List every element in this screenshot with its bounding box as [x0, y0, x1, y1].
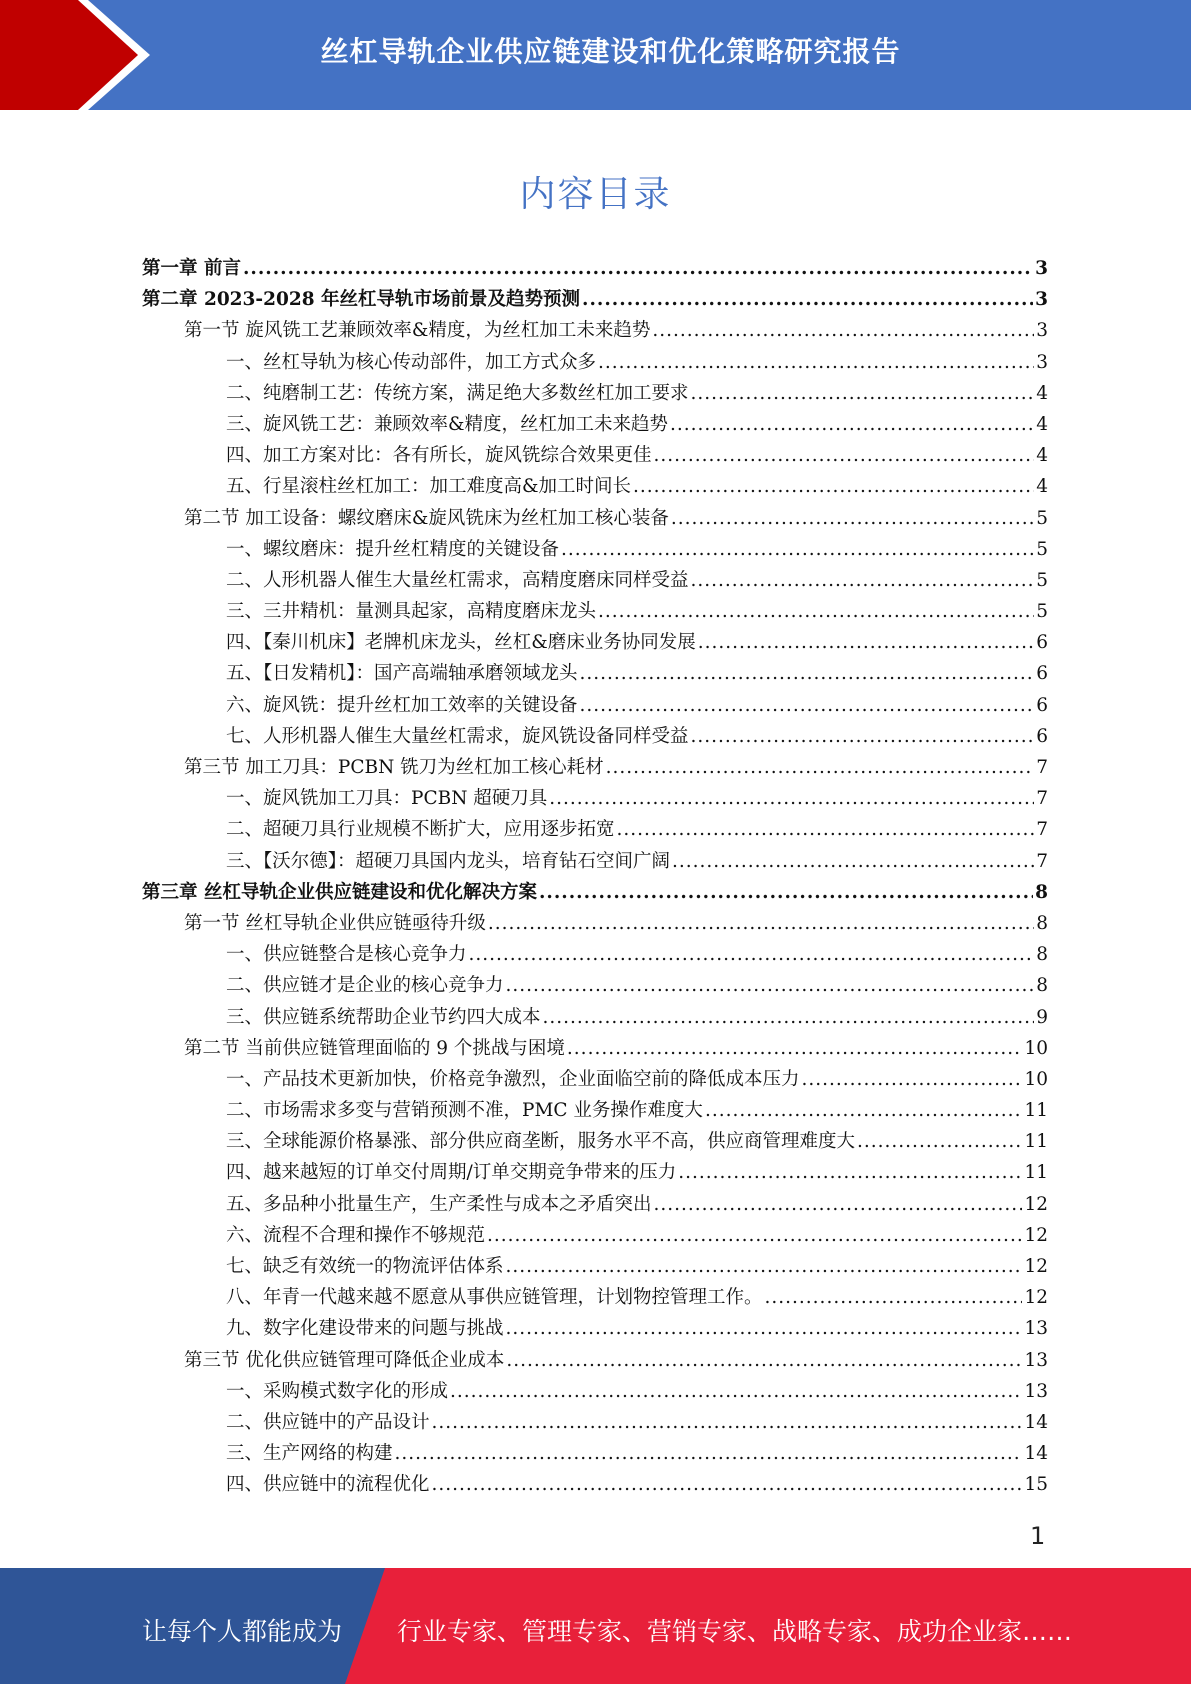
toc-entry-label: 四、供应链中的流程优化 — [226, 1474, 430, 1496]
toc-entry[interactable] — [142, 566, 1048, 597]
toc-entry[interactable] — [142, 597, 1048, 628]
toc-dot-leader — [633, 476, 1034, 497]
toc-entry-page: 8 — [1036, 975, 1048, 997]
toc-dot-leader — [617, 819, 1035, 840]
toc-entry-label: 第二节 加工设备：螺纹磨床&旋风铣床为丝杠加工核心装备 — [184, 507, 669, 529]
toc-entry-page: 12 — [1024, 1193, 1048, 1215]
toc-dot-leader — [561, 539, 1034, 560]
toc-dot-leader — [432, 1412, 1023, 1433]
toc-entry-label: 二、供应链才是企业的核心竞争力 — [226, 975, 504, 997]
toc-entry[interactable] — [142, 316, 1048, 347]
toc-entry[interactable] — [142, 285, 1048, 316]
toc-entry-page: 11 — [1024, 1100, 1048, 1122]
page-footer — [0, 1568, 1191, 1684]
toc-entry-page: 7 — [1036, 788, 1048, 810]
toc-entry-label: 五、行星滚柱丝杠加工：加工难度高&加工时间长 — [226, 476, 631, 498]
toc-entry-page: 9 — [1036, 1006, 1048, 1028]
toc-entry-page: 14 — [1024, 1411, 1048, 1433]
toc-entry-page: 13 — [1024, 1349, 1048, 1371]
toc-entry[interactable] — [142, 1158, 1048, 1189]
toc-dot-leader — [691, 726, 1035, 747]
toc-entry-label: 二、纯磨制工艺：传统方案，满足绝大多数丝杠加工要求 — [226, 382, 689, 404]
toc-dot-leader — [543, 1007, 1035, 1028]
toc-entry-label: 七、缺乏有效统一的物流评估体系 — [226, 1256, 504, 1277]
toc-entry-label: 二、市场需求多变与营销预测不准，PMC 业务操作难度大 — [226, 1100, 703, 1122]
toc-entry[interactable] — [142, 472, 1048, 503]
toc-dot-leader — [487, 1225, 1022, 1246]
toc-dot-leader — [678, 1162, 1022, 1183]
toc-entry-page: 12 — [1024, 1287, 1048, 1309]
toc-entry-page: 14 — [1024, 1443, 1048, 1465]
toc-entry-page: 11 — [1024, 1162, 1048, 1184]
toc-entry-label: 四、【秦川机床】老牌机床龙头，丝杠&磨床业务协同发展 — [226, 632, 696, 654]
toc-dot-leader — [580, 663, 1035, 684]
toc-dot-leader — [567, 1038, 1023, 1059]
toc-entry[interactable] — [142, 1408, 1048, 1439]
toc-entry-page: 4 — [1036, 445, 1048, 467]
toc-entry-label: 第二节 当前供应链管理面临的 9 个挑战与困境 — [184, 1037, 565, 1059]
toc-entry-page: 7 — [1036, 819, 1048, 841]
table-of-contents — [142, 254, 1048, 1502]
toc-entry-label: 九、数字化建设带来的问题与挑战 — [226, 1318, 504, 1340]
toc-entry-page: 10 — [1024, 1037, 1048, 1059]
toc-entry-label: 七、人形机器人催生大量丝杠需求，旋风铣设备同样受益 — [226, 725, 689, 747]
toc-entry[interactable] — [142, 940, 1048, 971]
toc-entry-page: 6 — [1036, 632, 1048, 654]
toc-entry-page: 13 — [1024, 1380, 1048, 1402]
toc-dot-leader — [506, 975, 1035, 996]
toc-entry-label: 六、旋风铣：提升丝杠加工效率的关键设备 — [226, 694, 578, 716]
toc-dot-leader — [506, 1318, 1023, 1339]
toc-entry[interactable] — [142, 722, 1048, 753]
toc-entry-label: 二、超硬刀具行业规模不断扩大，应用逐步拓宽 — [226, 819, 615, 841]
toc-entry[interactable] — [142, 504, 1048, 535]
toc-entry[interactable] — [142, 410, 1048, 441]
toc-entry-label: 三、全球能源价格暴涨、部分供应商垄断，服务水平不高，供应商管理难度大 — [226, 1131, 856, 1153]
toc-dot-leader — [598, 352, 1034, 373]
toc-entry-page: 5 — [1036, 538, 1048, 560]
toc-entry[interactable] — [142, 815, 1048, 846]
toc-entry-label: 第三节 优化供应链管理可降低企业成本 — [184, 1349, 505, 1371]
toc-dot-leader — [506, 1350, 1022, 1371]
toc-entry-label: 第一节 旋风铣工艺兼顾效率&精度，为丝杠加工未来趋势 — [184, 320, 651, 342]
toc-dot-leader — [580, 695, 1035, 716]
toc-dot-leader — [705, 1100, 1023, 1121]
toc-entry[interactable] — [142, 753, 1048, 784]
toc-entry-page: 6 — [1036, 663, 1048, 685]
toc-entry-label: 第三节 加工刀具：PCBN 铣刀为丝杠加工核心耗材 — [184, 757, 604, 778]
toc-entry[interactable] — [142, 1221, 1048, 1252]
toc-dot-leader — [432, 1474, 1023, 1495]
toc-dot-leader — [691, 383, 1035, 404]
toc-entry-label: 三、【沃尔德】：超硬刀具国内龙头，培育钻石空间广阔 — [226, 850, 671, 872]
toc-entry-page: 3 — [1035, 289, 1048, 311]
toc-entry[interactable] — [142, 254, 1048, 285]
toc-entry-label: 二、人形机器人催生大量丝杠需求，高精度磨床同样受益 — [226, 569, 689, 591]
toc-entry-page: 15 — [1024, 1474, 1048, 1496]
toc-entry[interactable] — [142, 1003, 1048, 1034]
footer-slogan-right: 行业专家、管理专家、营销专家、战略专家、成功企业家…… — [397, 1617, 1073, 1646]
toc-entry-label: 一、螺纹磨床：提升丝杠精度的关键设备 — [226, 538, 560, 560]
toc-entry-label: 五、【日发精机】：国产高端轴承磨领域龙头 — [226, 663, 578, 685]
toc-entry[interactable] — [142, 1096, 1048, 1127]
toc-entry-label: 第一节 丝杠导轨企业供应链亟待升级 — [184, 912, 486, 934]
toc-entry-page: 5 — [1036, 569, 1048, 591]
toc-dot-leader — [765, 1287, 1023, 1308]
toc-entry[interactable] — [142, 379, 1048, 410]
toc-entry[interactable] — [142, 659, 1048, 690]
toc-entry[interactable] — [142, 1346, 1048, 1377]
toc-entry[interactable] — [142, 1127, 1048, 1158]
toc-dot-leader — [469, 944, 1035, 965]
toc-dot-leader — [698, 632, 1034, 653]
toc-entry-label: 第三章 丝杠导轨企业供应链建设和优化解决方案 — [142, 881, 537, 903]
toc-entry-page: 8 — [1036, 944, 1048, 966]
toc-entry-page: 5 — [1036, 601, 1048, 623]
toc-dot-leader — [671, 508, 1034, 529]
toc-entry-label: 八、年青一代越来越不愿意从事供应链管理，计划物控管理工作。 — [226, 1287, 763, 1309]
toc-entry-page: 4 — [1036, 382, 1048, 404]
toc-entry[interactable] — [142, 348, 1048, 379]
toc-entry[interactable] — [142, 784, 1048, 815]
toc-dot-leader — [802, 1069, 1023, 1090]
toc-dot-leader — [539, 882, 1033, 903]
toc-entry-label: 三、供应链系统帮助企业节约四大成本 — [226, 1006, 541, 1028]
header-title: 丝杠导轨企业供应链建设和优化策略研究报告 — [320, 35, 901, 68]
page-number: 1 — [1030, 1522, 1046, 1550]
toc-dot-leader — [857, 1131, 1022, 1152]
toc-entry-label: 一、采购模式数字化的形成 — [226, 1380, 449, 1402]
toc-entry-page: 7 — [1036, 757, 1048, 778]
toc-entry[interactable] — [142, 1252, 1048, 1283]
page-header — [0, 0, 1191, 110]
toc-entry-page: 6 — [1036, 725, 1048, 747]
toc-entry[interactable] — [142, 909, 1048, 940]
toc-entry[interactable] — [142, 971, 1048, 1002]
toc-entry-label: 四、加工方案对比：各有所长，旋风铣综合效果更佳 — [226, 445, 652, 467]
toc-dot-leader — [506, 1256, 1023, 1277]
toc-entry-page: 10 — [1024, 1068, 1048, 1090]
toc-entry[interactable] — [142, 1190, 1048, 1221]
toc-entry-label: 第一章 前言 — [142, 258, 241, 279]
toc-entry[interactable] — [142, 1314, 1048, 1345]
toc-dot-leader — [582, 289, 1033, 310]
toc-entry-page: 13 — [1024, 1318, 1048, 1340]
toc-entry-label: 六、流程不合理和操作不够规范 — [226, 1224, 486, 1246]
toc-entry-label: 一、产品技术更新加快，价格竞争激烈，企业面临空前的降低成本压力 — [226, 1068, 800, 1090]
toc-entry-label: 第二章 2023-2028 年丝杠导轨市场前景及趋势预测 — [142, 289, 581, 311]
toc-entry[interactable] — [142, 691, 1048, 722]
toc-entry[interactable] — [142, 878, 1048, 909]
footer-slogan-left: 让每个人都能成为 — [142, 1617, 343, 1646]
toc-dot-leader — [654, 1194, 1023, 1215]
toc-entry-page: 7 — [1036, 850, 1048, 872]
toc-dot-leader — [598, 601, 1034, 622]
toc-dot-leader — [670, 414, 1034, 435]
toc-entry[interactable] — [142, 1470, 1048, 1501]
toc-entry-page: 8 — [1035, 881, 1048, 903]
toc-entry-page: 3 — [1036, 351, 1048, 373]
toc-entry-label: 三、生产网络的构建 — [226, 1443, 393, 1465]
toc-entry-label: 五、多品种小批量生产，生产柔性与成本之矛盾突出 — [226, 1193, 652, 1215]
toc-entry-label: 三、三井精机：量测具起家，高精度磨床龙头 — [226, 601, 597, 623]
toc-entry[interactable] — [142, 535, 1048, 566]
toc-entry-page: 6 — [1036, 694, 1048, 716]
toc-dot-leader — [243, 258, 1033, 279]
toc-dot-leader — [606, 757, 1035, 778]
toc-entry-page: 5 — [1036, 507, 1048, 529]
toc-dot-leader — [395, 1443, 1023, 1464]
toc-dot-leader — [488, 913, 1034, 934]
toc-dot-leader — [652, 320, 1034, 341]
toc-entry[interactable] — [142, 628, 1048, 659]
toc-entry-page: 4 — [1036, 413, 1048, 435]
toc-entry[interactable] — [142, 1034, 1048, 1065]
toc-entry-page: 3 — [1036, 320, 1048, 342]
toc-entry[interactable] — [142, 1377, 1048, 1408]
toc-entry-page: 11 — [1024, 1131, 1048, 1153]
toc-entry-label: 四、越来越短的订单交付周期/订单交期竞争带来的压力 — [226, 1162, 677, 1184]
toc-entry[interactable] — [142, 1065, 1048, 1096]
toc-entry-page: 12 — [1024, 1256, 1048, 1277]
toc-dot-leader — [549, 788, 1034, 809]
toc-entry[interactable] — [142, 847, 1048, 878]
toc-dot-leader — [654, 445, 1035, 466]
toc-entry-page: 4 — [1036, 476, 1048, 498]
toc-dot-leader — [672, 851, 1034, 872]
toc-entry-label: 二、供应链中的产品设计 — [226, 1411, 430, 1433]
toc-entry[interactable] — [142, 1283, 1048, 1314]
toc-entry[interactable] — [142, 441, 1048, 472]
toc-entry-page: 12 — [1024, 1224, 1048, 1246]
toc-entry-page: 3 — [1035, 258, 1048, 279]
toc-heading: 内容目录 — [519, 174, 672, 215]
toc-dot-leader — [691, 570, 1035, 591]
toc-entry-label: 三、旋风铣工艺：兼顾效率&精度，丝杠加工未来趋势 — [226, 413, 668, 435]
toc-dot-leader — [450, 1381, 1022, 1402]
toc-entry-page: 8 — [1036, 912, 1048, 934]
toc-entry-label: 一、丝杠导轨为核心传动部件，加工方式众多 — [226, 351, 597, 373]
toc-entry-label: 一、旋风铣加工刀具：PCBN 超硬刀具 — [226, 788, 548, 810]
toc-entry-label: 一、供应链整合是核心竞争力 — [226, 944, 467, 966]
toc-entry[interactable] — [142, 1439, 1048, 1470]
